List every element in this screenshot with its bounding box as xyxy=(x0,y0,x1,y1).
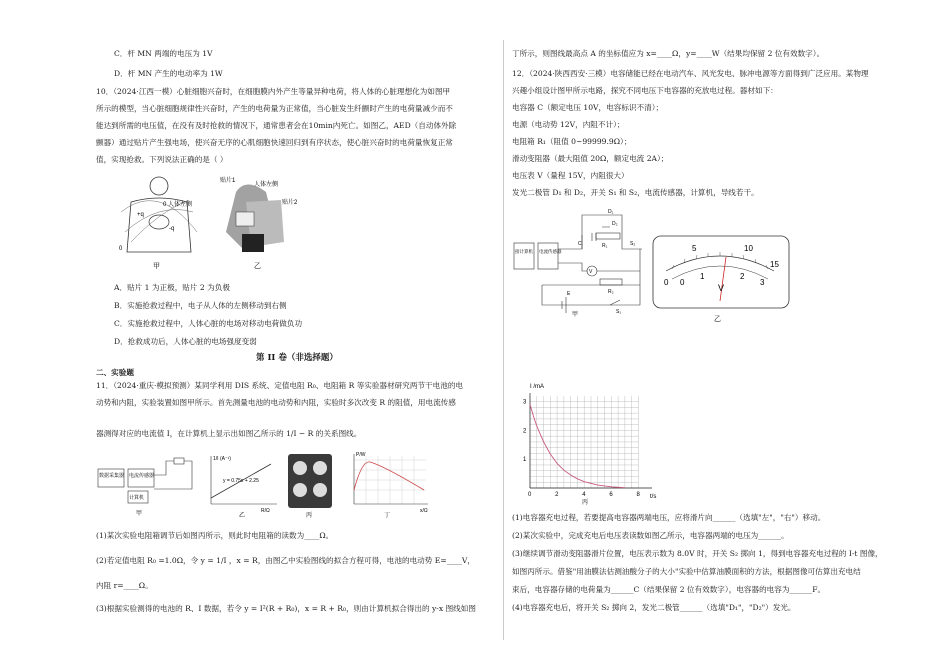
fig11-yi xyxy=(201,452,281,518)
fig11-daq: 数据采集器 xyxy=(99,473,125,479)
fig10-body-left: 0 人体左侧 xyxy=(163,202,193,208)
q10-option-a: A．贴片 1 为正极，贴片 2 为负极 xyxy=(114,283,230,292)
q10-option-c: C．实施抢救过程中，人体心脏的电场对移动电荷做负功 xyxy=(114,319,303,328)
q12-sub-2: (2)某次实验中，完成充电后电压表读数如图乙所示，电容器两端的电压为______。 xyxy=(512,531,789,540)
option-c-prev: C．杆 MN 两端的电压为 1V xyxy=(114,49,213,58)
fig10-jia xyxy=(111,172,201,272)
fig10-o: 0 xyxy=(119,246,123,252)
fig12-jia-label: 甲 xyxy=(572,312,579,317)
q12-sub-3c: 束后，电容器存储的电荷量为______C（结果保留 2 位有效数字），电容器的电容为______F。 xyxy=(512,585,826,594)
fig11-bing xyxy=(286,452,336,518)
equipment-1: 电源（电动势 12V，内阻不计）； xyxy=(512,120,625,129)
q11-sub-3: (3)根据实验测得的电池的 R、I 数据，若令 y = I²(R + R₀)，x = R + R₀，则由计算机拟合得出的 y-x 图线如图 xyxy=(96,604,476,613)
q10-line-3: 颤器）通过贴片产生强电场，使兴奋无序的心肌细胞快速回归到有序状态，使心脏兴奋时的电荷量恢复正常 xyxy=(96,138,453,147)
fig12-voltmeter xyxy=(652,235,792,325)
voltmeter-v-label: V xyxy=(718,283,725,293)
fig11-ding xyxy=(344,450,434,518)
scale-bottom-1: 1 xyxy=(700,272,705,281)
q12-line-0: 12．（2024·陕西西安·三模）电容储能已经在电动汽车、风光发电、脉冲电源等方面得到广泛应用。某物理 xyxy=(512,69,869,78)
column-divider xyxy=(503,40,504,640)
scale-top-15: 15 xyxy=(770,260,779,269)
part2-title: 第 II 卷（非选择题） xyxy=(256,353,338,363)
scale-top-10: 10 xyxy=(744,244,753,253)
q11-continued: 丁所示，则图线最高点 A 的坐标值应为 x=____Ω，y=____W（结果均保留 2 位有效数字）。 xyxy=(512,49,825,58)
fig12-v: V xyxy=(589,269,593,275)
scale-bottom-3: 3 xyxy=(760,278,765,287)
equipment-2: 电阻箱 R₁（阻值 0~99999.9Ω）； xyxy=(512,137,632,146)
scale-top-0: 0 xyxy=(664,278,669,287)
q11-sub-1: (1)某次实验电阻箱调节后如图丙所示，则此时电阻箱的读数为____Ω。 xyxy=(96,531,334,540)
fig11-jia xyxy=(96,455,196,517)
fig11-axis-y: 1/I (A⁻¹) xyxy=(213,456,231,462)
scale-bottom-0: 0 xyxy=(680,278,685,287)
fig12-s2: S₂ xyxy=(630,241,636,247)
fig10-q-neg: -q xyxy=(169,226,175,232)
y-tick-label: 2 xyxy=(523,428,527,435)
q10-line-0: 10．（2024·江西一模）心脏细胞兴奋时，在细胞膜内外产生等量异种电荷，将人体的心脏理想化为如图甲 xyxy=(96,87,451,96)
fig10-yi-label: 乙 xyxy=(254,263,261,270)
scale-top-5: 5 xyxy=(692,244,697,253)
fig11-pw: P/W xyxy=(356,452,366,458)
equipment-3: 滑动变阻器（最大阻值 20Ω，额定电流 2A）； xyxy=(512,154,669,163)
q10-option-b: B．实施抢救过程中，电子从人体的左侧移动到右侧 xyxy=(114,301,287,310)
fig12-computer: 接计算机 xyxy=(515,249,533,254)
fig12-r1: R₁ xyxy=(602,243,608,249)
fig11-computer: 计算机 xyxy=(129,495,145,501)
q11-sub-2b: 内阻 r=____Ω。 xyxy=(96,581,153,590)
y-tick-label: 1 xyxy=(523,457,527,464)
q12-sub-3: (3)继续调节滑动变阻器滑片位置，电压表示数为 8.0V 时，开关 S₂ 掷向 1，得到电容器充电过程的 I-t 图像， xyxy=(512,549,883,558)
section-title: 二、实验题 xyxy=(96,368,134,377)
fig11-ding-label: 丁 xyxy=(384,513,391,518)
fig12-d2: D₂ xyxy=(612,221,618,227)
fig10-yi xyxy=(206,172,306,272)
fig11-bing-label: 丙 xyxy=(306,513,313,518)
q11-line-1: 动势和内阻，实验装置如图甲所示。首先测量电池的电动势和内阻，实验时多次改变 R 的阻值，用电流传感 xyxy=(96,398,456,407)
fig11-eq: y = 0.75x + 2.25 xyxy=(223,478,259,484)
y-tick-label: 3 xyxy=(523,399,527,406)
x-tick-label: 0 xyxy=(528,492,532,498)
x-tick-label: 4 xyxy=(582,492,586,498)
fig10-q-pos: +q xyxy=(137,212,144,218)
fig12-sensor: 电流传感器 xyxy=(539,249,562,254)
x-tick-label: 8 xyxy=(636,492,640,498)
q11-line-0: 11．（2024·重庆·模拟预测）某同学利用 DIS 系统、定值电阻 R₀、电阻箱 R 等实验器材研究两节干电池的电 xyxy=(96,381,464,390)
fig11-axis-x: R/Ω xyxy=(261,508,270,514)
fig11-yi-label: 乙 xyxy=(239,513,246,518)
fig12-s1: S₁ xyxy=(616,309,622,315)
fig11-jia-label: 甲 xyxy=(136,511,143,517)
fig12-circuit xyxy=(512,205,647,317)
fig12-bing-label: 丙 xyxy=(582,500,589,506)
q12-line-1: 兴趣小组设计图甲所示电路，探究不同电压下电容器的充放电过程。器材如下： xyxy=(512,86,778,95)
equipment-4: 电压表 V（量程 15V，内阻很大） xyxy=(512,171,629,180)
equipment-5: 发光二极管 D₁ 和 D₂，开关 S₁ 和 S₂，电流传感器，计算机，导线若干。 xyxy=(512,188,759,197)
fig11-sensor: 电流传感器 xyxy=(129,473,155,479)
q12-sub-1: (1)电容器充电过程，若要提高电容器两端电压，应将滑片向______（选填"左"，"右"）移动。 xyxy=(512,513,826,522)
q12-sub-3b: 如图丙所示。借鉴"用油膜法估测油酸分子的大小"实验中估算油膜面积的方法，根据图像可估算出充电结 xyxy=(512,567,861,576)
fig11-rx: x/Ω xyxy=(420,508,428,514)
fig12-c: C xyxy=(578,241,582,247)
q11-sub-2: (2)若定值电阻 R₀ =1.0Ω，令 y = 1/I ，x = R，由图乙中实验图线的拟合方程可得，电池的电动势 E=____V， xyxy=(96,556,475,565)
equipment-0: 电容器 C（额定电压 10V，电容标识不清）； xyxy=(512,103,664,112)
fig10-patch1: 贴片1 xyxy=(220,178,236,184)
x-tick-label: 6 xyxy=(609,492,613,498)
fig10-jia-label: 甲 xyxy=(153,263,160,270)
fig12-r2: R₂ xyxy=(608,289,614,295)
scale-bottom-2: 2 xyxy=(740,272,745,281)
q10-line-2: 能达到所需的电压值，在没有及时抢救的情况下，通常患者会在10min内死亡。如图乙，AED（自动体外除 xyxy=(96,121,457,130)
fig10-body-left2: 人体左侧 xyxy=(254,182,279,188)
q10-option-d: D．抢救成功后，人体心脏的电场强度变弱 xyxy=(114,337,257,346)
fig12-e: E xyxy=(567,291,571,297)
fig12-it-chart xyxy=(512,378,662,506)
fig12-yi-label: 乙 xyxy=(714,316,721,323)
fig10-patch2: 贴片2 xyxy=(282,200,298,206)
x-tick-label: 2 xyxy=(555,492,559,498)
chart-xlabel: t/s xyxy=(650,494,657,500)
q11-line-2: 器测得对应的电流值 I，在计算机上显示出如图乙所示的 1/I − R 的关系图线。 xyxy=(96,429,362,438)
option-d-prev: D．杆 MN 产生的电动率为 1W xyxy=(114,69,223,78)
chart-ylabel: I /mA xyxy=(530,384,545,390)
fig12-d1: D₁ xyxy=(608,209,614,215)
q10-line-1: 所示的模型，当心脏细胞规律性兴奋时，产生的电荷量为正常值，当心脏发生纤颤时产生的电荷量减少而不 xyxy=(96,104,453,113)
q10-line-4: 值，实现抢救。下列说法正确的是（ ） xyxy=(96,155,228,164)
q12-sub-4: (4)电容器充电后，将开关 S₂ 掷向 2，发光二极管______（选填"D₁"，"D₂"）发光。 xyxy=(512,603,796,612)
